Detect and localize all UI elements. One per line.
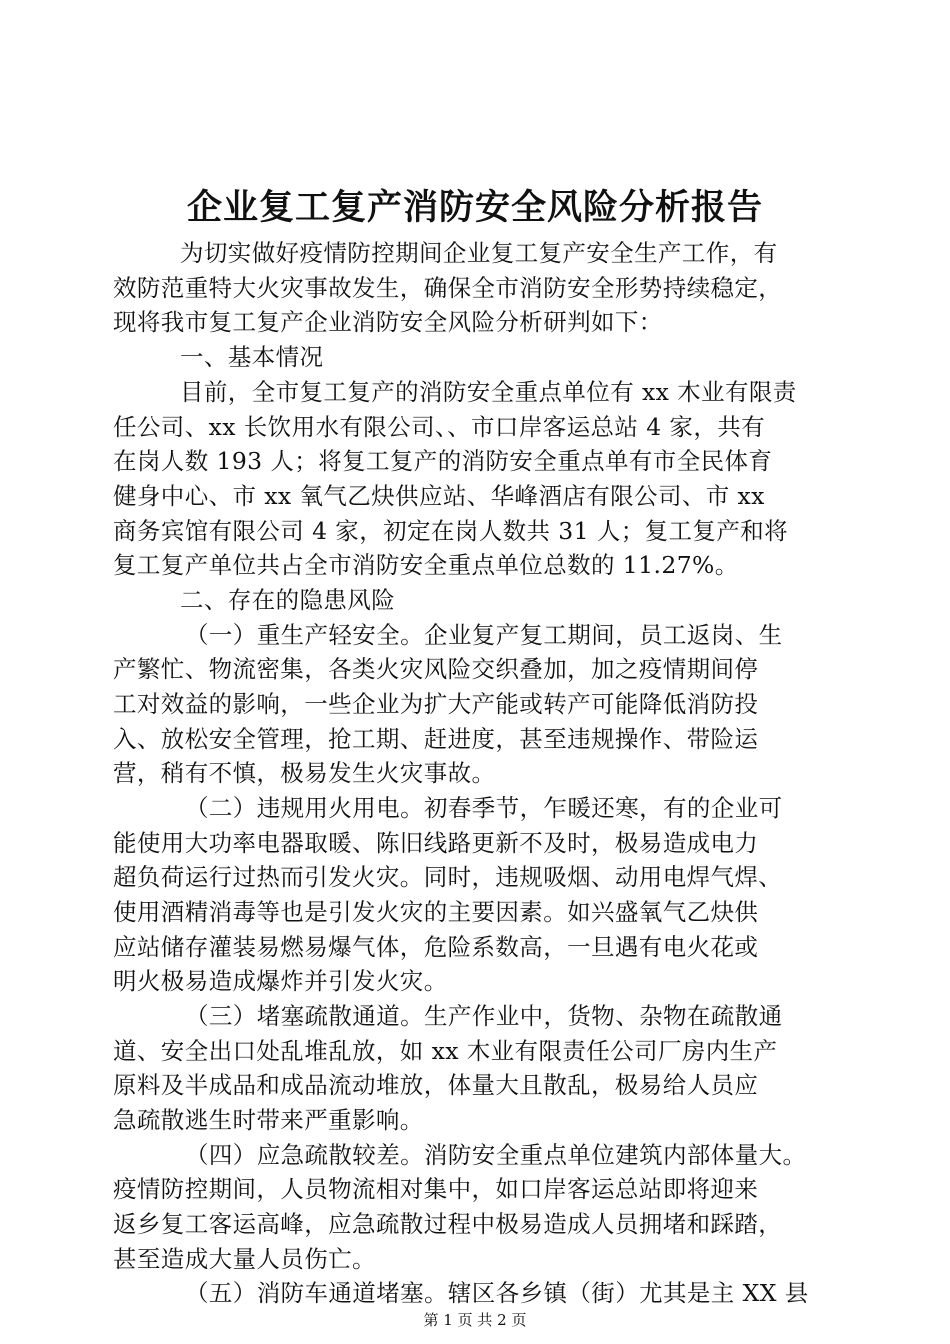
body-line: 为切实做好疫情防控期间企业复工复产安全生产工作，有: [180, 239, 778, 267]
body-line: 目前，全市复工复产的消防安全重点单位有 xx 木业有限责: [180, 378, 797, 406]
section-heading: 二、存在的隐患风险: [180, 586, 396, 614]
body-line: （五）消防车通道堵塞。辖区各乡镇（街）尤其是主 XX 县: [185, 1279, 809, 1307]
body-line: 返乡复工客运高峰，应急疏散过程中极易造成人员拥堵和踩踏，: [113, 1210, 783, 1238]
body-line: 效防范重特大火灾事故发生，确保全市消防安全形势持续稳定，: [113, 274, 783, 302]
body-line: 商务宾馆有限公司 4 家，初定在岗人数共 31 人；复工复产和将: [113, 517, 789, 545]
body-line: 任公司、xx 长饮用水有限公司、、市口岸客运总站 4 家，共有: [113, 413, 766, 441]
body-line: （四）应急疏散较差。消防安全重点单位建筑内部体量大。: [185, 1141, 807, 1169]
body-line: 使用酒精消毒等也是引发火灾的主要因素。如兴盛氧气乙炔供: [113, 898, 759, 926]
body-line: 产繁忙、物流密集，各类火灾风险交织叠加，加之疫情期间停: [113, 655, 759, 683]
body-line: （二）违规用火用电。初春季节，乍暖还寒，有的企业可: [185, 794, 783, 822]
body-line: 现将我市复工复产企业消防安全风险分析研判如下：: [113, 308, 663, 336]
body-line: 复工复产单位共占全市消防安全重点单位总数的 11.27%。: [113, 551, 739, 579]
body-line: （三）堵塞疏散通道。生产作业中，货物、杂物在疏散通: [185, 1002, 783, 1030]
document-title: 企业复工复产消防安全风险分析报告: [186, 187, 763, 228]
body-line: 甚至造成大量人员伤亡。: [113, 1245, 376, 1273]
page-number: 第 1 页 共 2 页: [423, 1311, 527, 1329]
body-line: 入、放松安全管理，抢工期、赶进度，甚至违规操作、带险运: [113, 725, 759, 753]
body-line: 超负荷运行过热而引发火灾。同时，违规吸烟、动用电焊气焊、: [113, 863, 783, 891]
section-heading: 一、基本情况: [180, 343, 324, 371]
body-line: 工对效益的影响，一些企业为扩大产能或转产可能降低消防投: [113, 690, 759, 718]
body-line: 营，稍有不慎，极易发生火灾事故。: [113, 759, 496, 787]
body-line: 急疏散逃生时带来严重影响。: [113, 1106, 424, 1134]
body-line: 健身中心、市 xx 氧气乙炔供应站、华峰酒店有限公司、市 xx: [113, 482, 765, 510]
body-line: 明火极易造成爆炸并引发火灾。: [113, 967, 448, 995]
body-line: 能使用大功率电器取暖、陈旧线路更新不及时，极易造成电力: [113, 829, 759, 857]
body-line: 原料及半成品和成品流动堆放，体量大且散乱，极易给人员应: [113, 1071, 759, 1099]
body-line: 疫情防控期间，人员物流相对集中，如口岸客运总站即将迎来: [113, 1175, 759, 1203]
body-line: 在岗人数 193 人；将复工复产的消防安全重点单有市全民体育: [113, 447, 773, 475]
body-line: （一）重生产轻安全。企业复产复工期间，员工返岗、生: [185, 621, 783, 649]
body-line: 道、安全出口处乱堆乱放，如 xx 木业有限责任公司厂房内生产: [113, 1037, 778, 1065]
body-line: 应站储存灌装易燃易爆气体，危险系数高，一旦遇有电火花或: [113, 933, 759, 961]
